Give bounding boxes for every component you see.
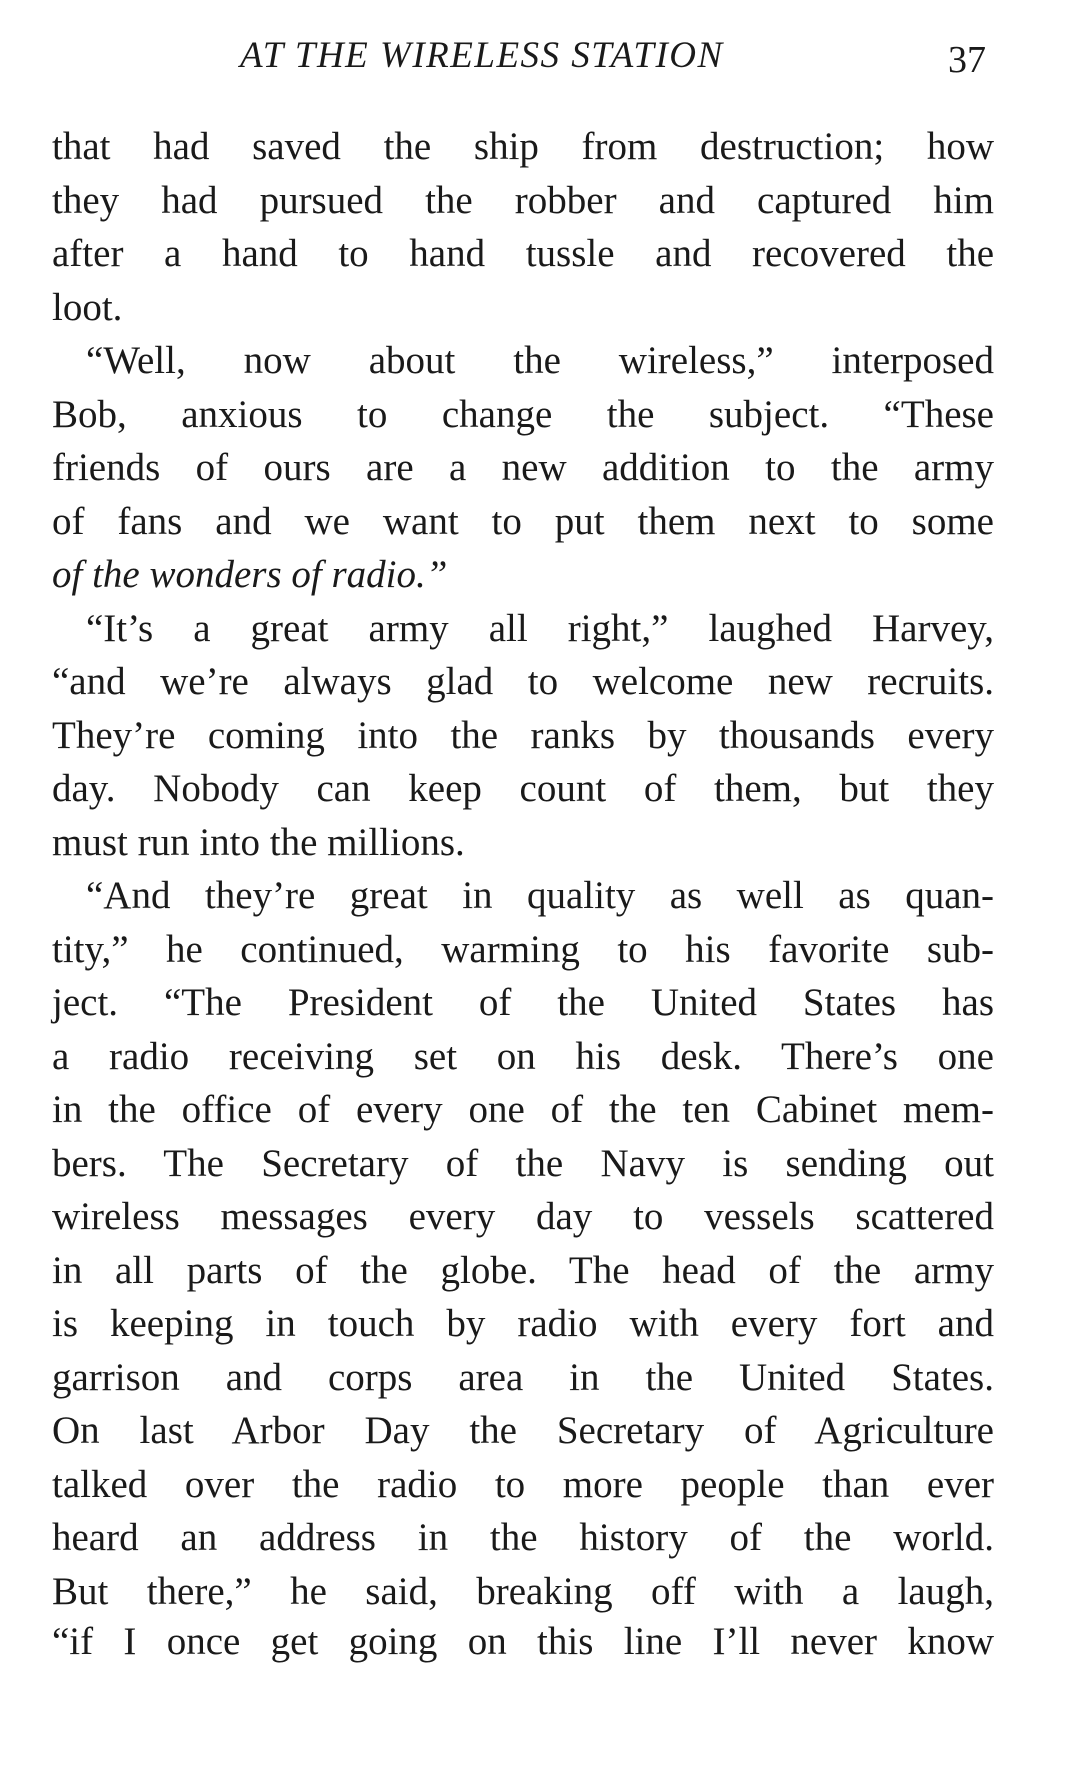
text-line: in the office of every one of the ten Cabinet mem- — [52, 1088, 994, 1131]
text-line: heard an address in the history of the world. — [52, 1516, 994, 1559]
text-line: after a hand to hand tussle and recovered the — [52, 232, 994, 275]
text-line: of fans and we want to put them next to some — [52, 499, 994, 543]
text-line: “It’s a great army all right,” laughed Harvey, — [86, 606, 994, 650]
text-line: they had pursued the robber and captured him — [52, 178, 994, 222]
text-line: “And they’re great in quality as well as quan- — [86, 874, 994, 917]
text-line: On last Arbor Day the Secretary of Agriculture — [52, 1409, 994, 1452]
body-text — [52, 120, 994, 1666]
text-line: “Well, now about the wireless,” interposed — [86, 339, 994, 382]
running-head: AT THE WIRELESS STATION — [240, 35, 724, 76]
text-line: friends of ours are a new addition to the army — [52, 446, 994, 489]
text-line: garrison and corps area in the United States. — [52, 1355, 994, 1399]
text-line: talked over the radio to more people than ever — [52, 1462, 994, 1506]
text-line: ject. “The President of the United States has — [52, 981, 994, 1024]
text-line: They’re coming into the ranks by thousands every — [52, 713, 994, 757]
text-line: must run into the millions. — [52, 820, 465, 864]
text-line: of the wonders of radio.” — [52, 553, 448, 596]
text-line: But there,” he said, breaking off with a laugh, — [52, 1569, 994, 1613]
text-line: loot. — [52, 285, 123, 329]
text-line: wireless messages every day to vessels scattered — [52, 1195, 994, 1238]
text-line: is keeping in touch by radio with every fort and — [52, 1302, 994, 1345]
page-number: 37 — [948, 39, 986, 81]
text-line: “if I once get going on this line I’ll never know — [52, 1620, 994, 1663]
text-line: in all parts of the globe. The head of the army — [52, 1248, 994, 1292]
text-line: “and we’re always glad to welcome new recruits. — [52, 660, 994, 703]
text-line: bers. The Secretary of the Navy is sending out — [52, 1141, 994, 1185]
text-line: Bob, anxious to change the subject. “These — [52, 392, 994, 436]
text-line: that had saved the ship from destruction; how — [52, 125, 994, 168]
text-line: day. Nobody can keep count of them, but they — [52, 767, 994, 810]
text-line: a radio receiving set on his desk. There’s one — [52, 1034, 994, 1078]
text-line: tity,” he continued, warming to his favorite sub- — [52, 927, 994, 971]
